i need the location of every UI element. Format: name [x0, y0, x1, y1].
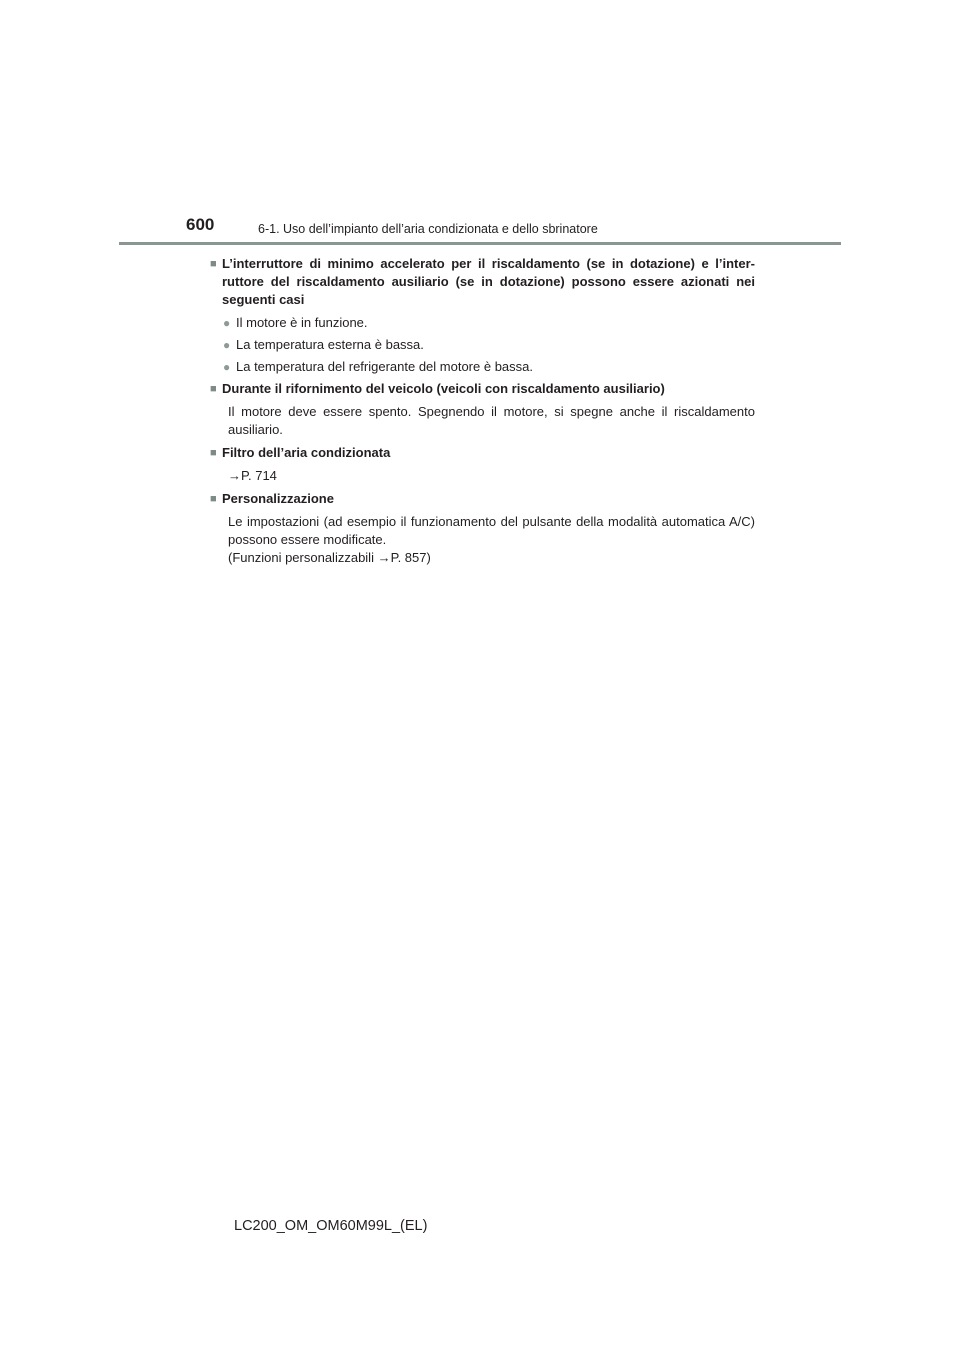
- section-idle-switch: [210, 255, 755, 376]
- section-title: 6-1. Uso dell’impianto dell’aria condizionata e dello sbrinatore: [258, 222, 598, 236]
- circle-bullet-icon: ●: [223, 360, 231, 374]
- section-heading-text: Durante il rifornimento del veicolo (veicoli con riscaldamento ausiliario): [222, 381, 665, 396]
- page-number: 600: [186, 215, 215, 234]
- list-item-text: La temperatura esterna è bassa.: [236, 337, 424, 352]
- section-refueling: [210, 380, 755, 439]
- list-item: [210, 358, 755, 376]
- section-personalization: [210, 490, 755, 567]
- header-divider: [119, 242, 841, 245]
- section-air-filter: [210, 444, 755, 485]
- square-bullet-icon: ■: [210, 258, 217, 270]
- section-body-text: Le impostazioni (ad esempio il funzionamento del pulsante della modalità automatica A/C) possono essere modificate.: [228, 514, 755, 547]
- square-bullet-icon: ■: [210, 383, 217, 395]
- page-reference-link[interactable]: (Funzioni personalizzabili →P. 857): [228, 550, 431, 565]
- list-item-text: La temperatura del refrigerante del motore è bassa.: [236, 359, 534, 374]
- model-code-footer: LC200_OM_OM60M99L_(EL): [234, 1218, 428, 1234]
- square-bullet-icon: ■: [210, 447, 217, 459]
- circle-bullet-icon: ●: [223, 338, 231, 352]
- section-heading: [210, 444, 755, 462]
- section-heading: [210, 490, 755, 508]
- list-item: [210, 336, 755, 354]
- section-heading-text: Personalizzazione: [222, 491, 334, 506]
- section-heading-text: L’interruttore di minimo accelerato per il riscaldamento (se in dotazione) e l’inter-ruttore del riscaldamento ausiliario (se in dotazione) possono essere azionati nei seguenti casi: [222, 256, 755, 307]
- page-reference-link[interactable]: →P. 714: [228, 468, 277, 483]
- section-body-text: Il motore deve essere spento. Spegnendo il motore, si spegne anche il riscaldamento ausiliario.: [228, 404, 755, 437]
- list-item-text: Il motore è in funzione.: [236, 315, 368, 330]
- section-heading: [210, 380, 755, 398]
- section-heading: [210, 255, 755, 309]
- circle-bullet-icon: ●: [223, 316, 231, 330]
- page-content: [210, 255, 755, 572]
- square-bullet-icon: ■: [210, 493, 217, 505]
- section-heading-text: Filtro dell’aria condizionata: [222, 445, 391, 460]
- list-item: [210, 314, 755, 332]
